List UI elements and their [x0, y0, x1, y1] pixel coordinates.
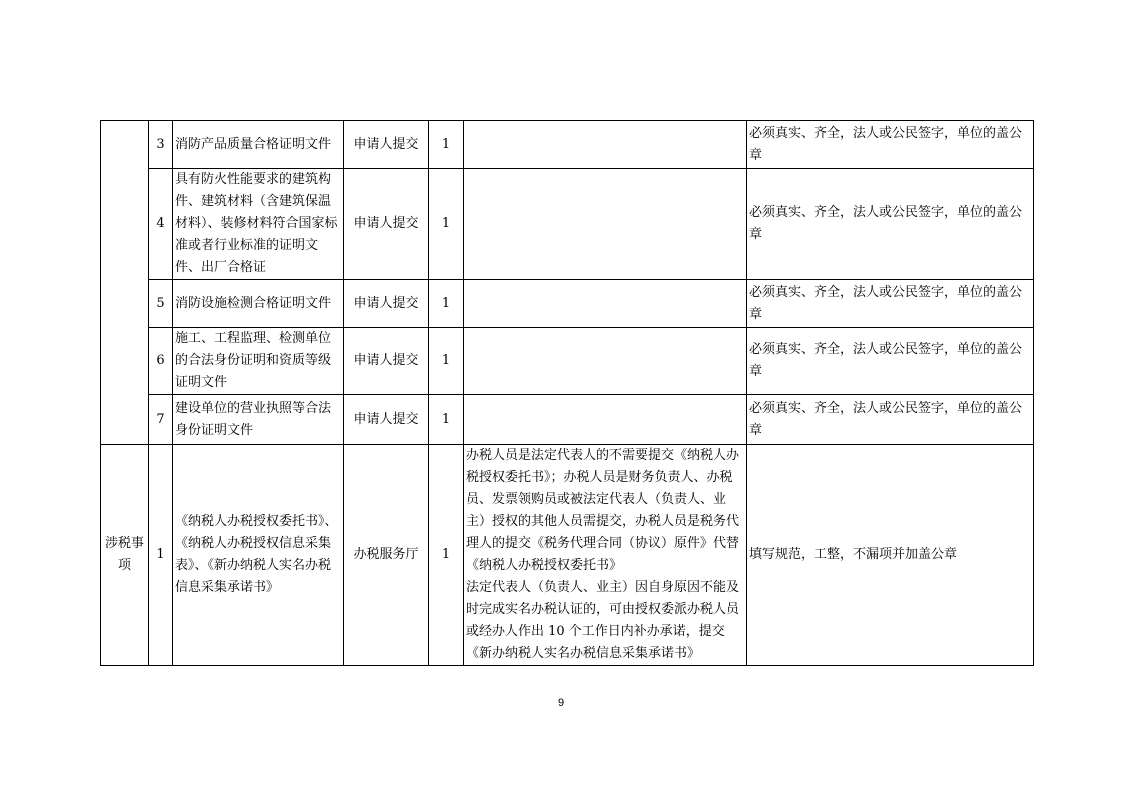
- row-number: 1: [149, 445, 173, 666]
- material-source: 申请人提交: [344, 395, 429, 445]
- table-row: [101, 280, 1034, 328]
- material-name: 建设单位的营业执照等合法身份证明文件: [173, 395, 344, 445]
- material-count: 1: [429, 328, 464, 395]
- material-count: 1: [429, 280, 464, 328]
- material-count: 1: [429, 395, 464, 445]
- table-row: [101, 328, 1034, 395]
- material-requirement: 必须真实、齐全，法人或公民签字，单位的盖公章: [747, 395, 1034, 445]
- material-note: [464, 395, 747, 445]
- table-row: [101, 169, 1034, 280]
- note-paragraph: 法定代表人（负责人、业主）因自身原因不能及时完成实名办税认证的，可由授权委派办税人员或经办人作出 10 个工作日内补办承诺，提交《新办纳税人实名办税信息采集承诺书》: [466, 580, 740, 661]
- material-count: 1: [429, 121, 464, 169]
- row-number: 6: [149, 328, 173, 395]
- material-note: [464, 328, 747, 395]
- row-number: 5: [149, 280, 173, 328]
- material-note: [464, 445, 747, 666]
- material-name: 消防设施检测合格证明文件: [173, 280, 344, 328]
- material-count: 1: [429, 169, 464, 280]
- category-cell: 涉税事项: [101, 445, 149, 666]
- material-requirement: 必须真实、齐全，法人或公民签字，单位的盖公章: [747, 328, 1034, 395]
- page-number: 9: [557, 697, 565, 709]
- table-row: [101, 121, 1034, 169]
- material-name: 施工、工程监理、检测单位的合法身份证明和资质等级证明文件: [173, 328, 344, 395]
- material-count: 1: [429, 445, 464, 666]
- materials-table: [100, 120, 1034, 666]
- row-number: 7: [149, 395, 173, 445]
- row-number: 4: [149, 169, 173, 280]
- material-note: [464, 169, 747, 280]
- material-source: 申请人提交: [344, 280, 429, 328]
- material-name: 《纳税人办税授权委托书》、《纳税人办税授权信息采集表》、《新办纳税人实名办税信息采集承诺书》: [173, 445, 344, 666]
- category-cell-empty: [101, 121, 149, 445]
- material-name: 消防产品质量合格证明文件: [173, 121, 344, 169]
- material-source: 申请人提交: [344, 121, 429, 169]
- material-name: 具有防火性能要求的建筑构件、建筑材料（含建筑保温材料）、装修材料符合国家标准或者行业标准的证明文件、出厂合格证: [173, 169, 344, 280]
- row-number: 3: [149, 121, 173, 169]
- material-requirement: 填写规范，工整，不漏项并加盖公章: [747, 445, 1034, 666]
- material-note: [464, 280, 747, 328]
- table-row: [101, 395, 1034, 445]
- material-source: 申请人提交: [344, 169, 429, 280]
- material-requirement: 必须真实、齐全，法人或公民签字，单位的盖公章: [747, 169, 1034, 280]
- material-requirement: 必须真实、齐全，法人或公民签字，单位的盖公章: [747, 121, 1034, 169]
- material-note: [464, 121, 747, 169]
- table-row: [101, 445, 1034, 666]
- note-paragraph: 办税人员是法定代表人的不需要提交《纳税人办税授权委托书》；办税人员是财务负责人、办税员、发票领购员或被法定代表人（负责人、业主）授权的其他人员需提交，办税人员是税务代理人的提交《税务代理合同（协议）原件》代替《纳税人办税授权委托书》: [466, 448, 740, 573]
- material-source: 办税服务厅: [344, 445, 429, 666]
- material-requirement: 必须真实、齐全，法人或公民签字，单位的盖公章: [747, 280, 1034, 328]
- material-source: 申请人提交: [344, 328, 429, 395]
